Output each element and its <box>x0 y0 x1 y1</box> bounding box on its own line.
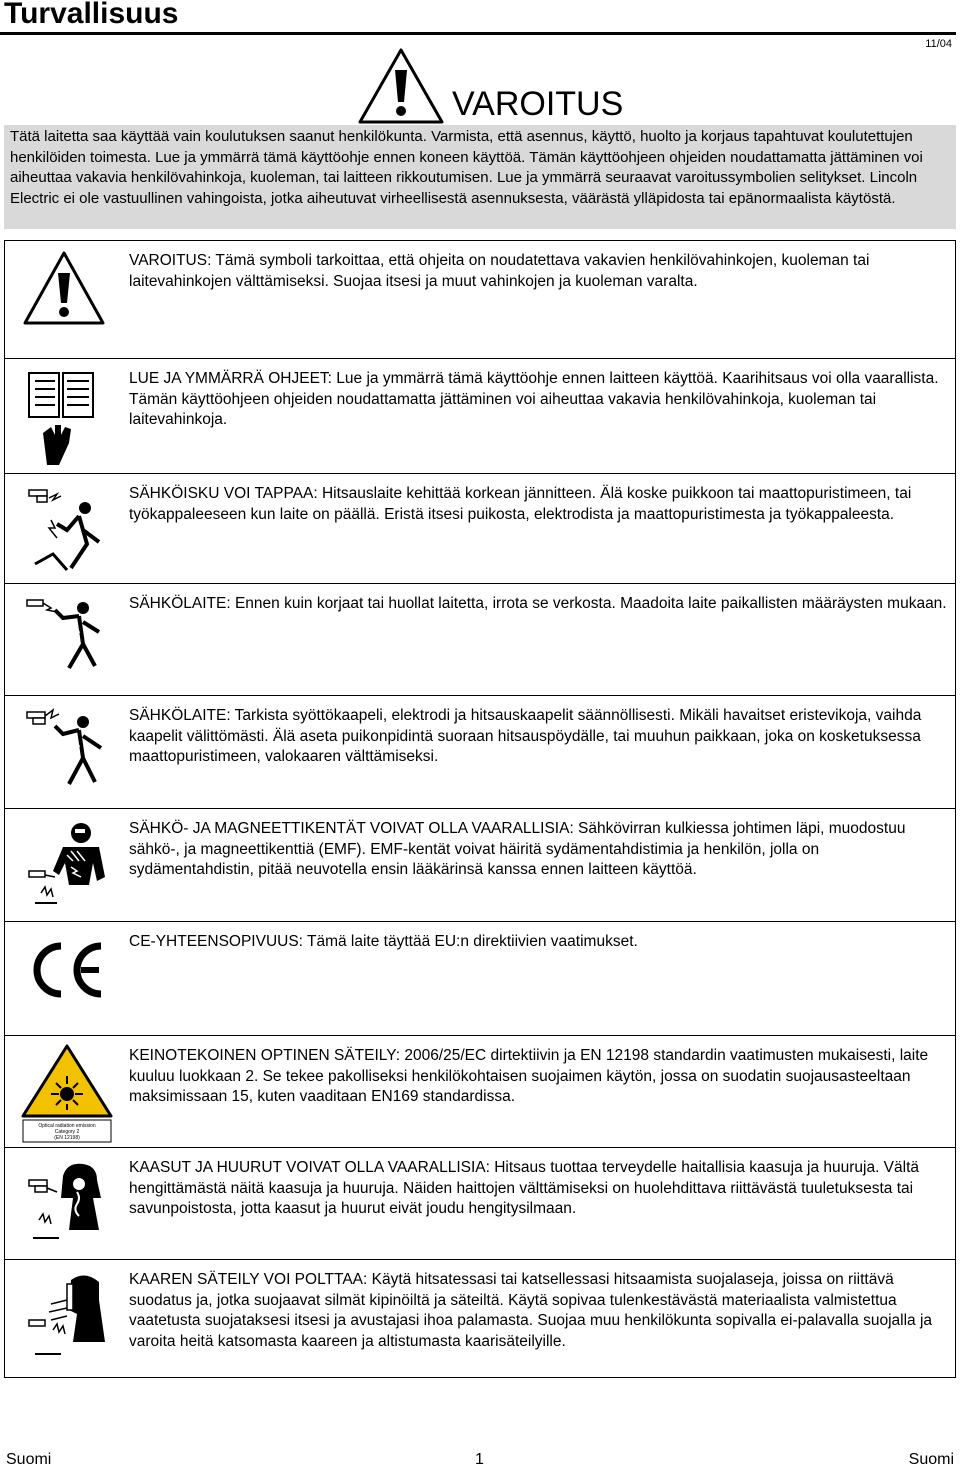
symbol-table <box>4 240 956 1378</box>
read-manual-icon <box>23 369 103 469</box>
symbol-description: LUE JA YMMÄRRÄ OHJEET: Lue ja ymmärrä tämä käyttöohje ennen laitteen käyttöä. Kaarihitsaus voi olla vaarallista. Tämän käyttöohjeen ohjeiden noudattamatta jättäminen voi aiheuttaa vakavia henkilövahinkoja, kuoleman tai laitevahinkoja. <box>129 370 939 428</box>
symbol-description: SÄHKÖISKU VOI TAPPAA: Hitsauslaite kehittää korkean jännitteen. Älä koske puikkoon tai maattopuristimeen, tai työkappaleeseen kun laite on päällä. Eristä itsesi puikosta, elektrodista ja maattopuristimesta ja työkappaleesta. <box>129 485 912 523</box>
warning-triangle-icon <box>21 249 107 329</box>
warning-banner <box>4 125 956 229</box>
optical-radiation-icon <box>19 1044 115 1144</box>
revision-date: 11/04 <box>925 38 952 50</box>
symbol-row-read-manual <box>5 359 955 474</box>
icon-caption-line: Category 2 <box>54 1129 80 1135</box>
fumes-gases-icon <box>27 1158 109 1250</box>
banner-text: Tätä laitetta saa käyttää vain koulutuksen saanut henkilökunta. Varmista, että asennus, käyttö, huolto ja korjaus tapahtuvat koulutettujen henkilöiden toimesta. Lue ja ymmärrä tämä käyttöohje ennen koneen käyttöä. Tämän käyttöohjeen ohjeiden noudattamatta jättäminen voi aiheuttaa vakavia henkilövahinkoja, kuoleman, tai laitteen rikkoutumisen. Lue ja ymmärrä seuraavat varoitussymbolien selitykset. Lincoln Electric ei ole vastuullinen vahingoista, jotka aiheutuvat virheellisestä asennuksesta, väärästä ylläpidosta tai epänormaalista käytöstä. <box>10 128 923 207</box>
symbol-description: SÄHKÖLAITE: Ennen kuin korjaat tai huollat laitetta, irrota se verkosta. Maadoita laite paikallisten määräysten mukaan. <box>129 595 947 612</box>
symbol-row-magnetic-field <box>5 809 955 922</box>
warning-heading: VAROITUS <box>452 85 624 123</box>
title-rule <box>0 32 956 35</box>
electric-equipment-icon <box>25 592 109 682</box>
footer-language-right: Suomi <box>908 1451 954 1468</box>
symbol-row-electric-shock <box>5 474 955 584</box>
symbol-description: VAROITUS: Tämä symboli tarkoittaa, että ohjeita on noudatettava vakavien henkilövahinkojen, kuoleman tai laitevahinkojen välttämiseksi. Suojaa itsesi ja muut vahinkojen ja kuoleman varalta. <box>129 252 870 290</box>
symbol-row-warning <box>5 241 955 359</box>
icon-caption-line: Optical radiation emission <box>38 1123 96 1129</box>
symbol-description: SÄHKÖ- JA MAGNEETTIKENTÄT VOIVAT OLLA VAARALLISIA: Sähkövirran kulkiessa johtimen läpi, muodostuu sähkö-, ja magneettikenttiä (EMF). EMF-kentät voivat häiritä sydämentahdistimia ja henkilön, jolla on sydämentahdistin, pitää neuvotella ensin lääkärinsä kanssa ennen laitteen käyttöä. <box>129 820 906 878</box>
symbol-description: CE-YHTEENSOPIVUUS: Tämä laite täyttää EU:n direktiivien vaatimukset. <box>129 933 638 950</box>
magnetic-field-icon <box>27 817 109 909</box>
symbol-row-optical-radiation <box>5 1036 955 1148</box>
symbol-description: SÄHKÖLAITE: Tarkista syöttökaapeli, elektrodi ja hitsauskaapelit säännöllisesti. Mikäli havaitset eristevikoja, vaihda kaapelit välittömästi. Älä aseta puikonpidintä suoraan hitsauspöydälle, tai muuhun paikkaan, joka on kosketuksessa maattopuristimeen, valokaaren välttämiseksi. <box>129 707 922 765</box>
symbol-row-arc-rays <box>5 1260 955 1377</box>
icon-caption-line: (EN 12198) <box>54 1135 80 1141</box>
ce-mark-icon <box>25 932 109 1012</box>
symbol-description: KAAREN SÄTEILY VOI POLTTAA: Käytä hitsatessasi tai katsellessasi hitsaamista suojalaseja, joissa on riittävä suodatus ja, jotka suojaavat silmät kipinöiltä ja säteiltä. Käytä sopivaa tulenkestävästä materiaalista valmistettua vaatetusta suojataksesi itsesi ja avustajasi ihoa palamasta. Suojaa muu henkilökunta sopivalla ei-palavalla suojalla ja varoita heitä katsomasta kaareen ja altistumasta kaarisäteilyille. <box>129 1271 933 1350</box>
electric-cable-icon <box>25 704 109 794</box>
symbol-row-electric-equipment <box>5 584 955 696</box>
warning-triangle-icon <box>356 46 446 126</box>
symbol-row-fumes-gases <box>5 1148 955 1260</box>
symbol-row-electric-cable <box>5 696 955 809</box>
symbol-row-ce-mark <box>5 922 955 1036</box>
arc-rays-icon <box>27 1270 109 1366</box>
page-title: Turvallisuus <box>4 0 179 30</box>
page-number: 1 <box>475 1451 484 1468</box>
footer-language-left: Suomi <box>6 1451 52 1468</box>
symbol-description: KEINOTEKOINEN OPTINEN SÄTEILY: 2006/25/EC dirtektiivin ja EN 12198 standardin vaatimusten mukaisesti, laite kuuluu luokkaan 2. Se tekee pakolliseksi henkilökohtaisen suojaimen käytön, jossa on suodatin suojausasteeltaan maksimissaan 15, kuten vaaditaan EN169 standardissa. <box>129 1047 929 1105</box>
electric-shock-icon <box>27 484 107 574</box>
symbol-description: KAASUT JA HUURUT VOIVAT OLLA VAARALLISIA: Hitsaus tuottaa terveydelle haitallisia kaasuja ja huuruja. Vältä hengittämästä näitä kaasuja ja huuruja. Näiden haittojen välttämiseksi on huolehdittava riittävästä tuuletuksesta tai savunpoistosta, jotta kaasut ja huurut eivät joudu hengitysilmaan. <box>129 1159 920 1217</box>
